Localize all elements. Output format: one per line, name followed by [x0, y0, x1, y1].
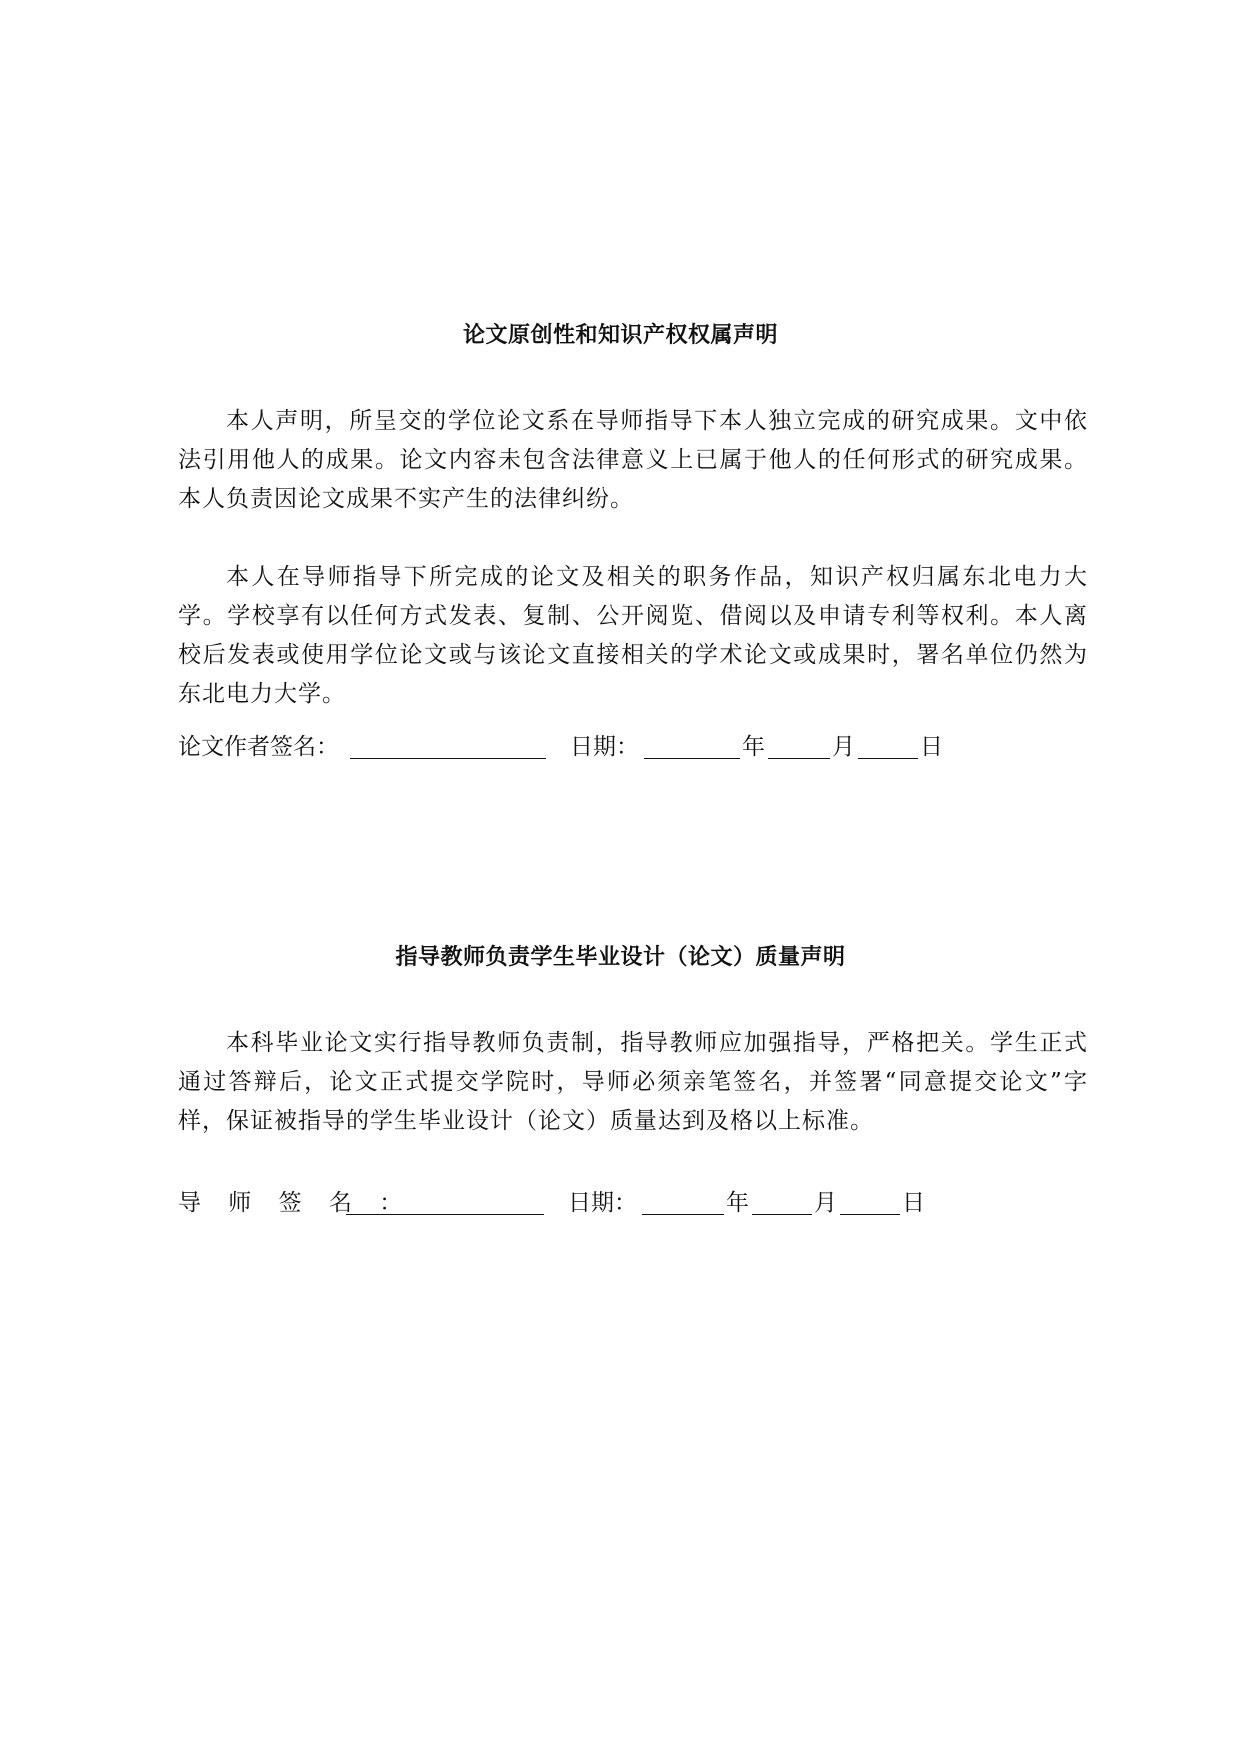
author-year-line[interactable]	[644, 758, 740, 759]
author-day-label: 日	[920, 734, 943, 760]
author-date-label: 日期：	[570, 734, 639, 760]
advisor-paragraph-1: 本科毕业论文实行指导教师负责制，指导教师应加强指导，严格把关。学生正式通过答辩后，论文正式提交学院时，导师必须亲笔签名，并签署“同意提交论文”字样，保证被指导的学生毕业设计（论文）质量达到及格以上标准。	[178, 1030, 1088, 1134]
author-day-line[interactable]	[858, 758, 918, 759]
advisor-signature-row	[178, 1186, 958, 1220]
advisor-year-label: 年	[726, 1190, 749, 1216]
advisor-declaration-title: 指导教师负责学生毕业设计（论文）质量声明	[395, 945, 846, 970]
advisor-day-line[interactable]	[840, 1214, 900, 1215]
author-month-label: 月	[832, 734, 855, 760]
author-month-line[interactable]	[768, 758, 830, 759]
originality-paragraph-1: 本人声明，所呈交的学位论文系在导师指导下本人独立完成的研究成果。文中依法引用他人的成果。论文内容未包含法律意义上已属于他人的任何形式的研究成果。本人负责因论文成果不实产生的法律纠纷。	[178, 408, 1088, 512]
advisor-signature-label: 导 师 签 名 ：	[178, 1190, 413, 1216]
author-signature-label: 论文作者签名：	[178, 734, 339, 760]
author-signature-line[interactable]	[350, 758, 546, 759]
advisor-date-label: 日期：	[568, 1190, 637, 1216]
advisor-signature-line[interactable]	[346, 1214, 544, 1215]
advisor-month-line[interactable]	[752, 1214, 812, 1215]
originality-paragraph-2: 本人在导师指导下所完成的论文及相关的职务作品，知识产权归属东北电力大学。学校享有以任何方式发表、复制、公开阅览、借阅以及申请专利等权利。本人离校后发表或使用学位论文或与该论文直接相关的学术论文或成果时，署名单位仍然为东北电力大学。	[178, 564, 1088, 707]
advisor-month-label: 月	[814, 1190, 837, 1216]
advisor-day-label: 日	[902, 1190, 925, 1216]
author-signature-row	[178, 730, 958, 764]
advisor-year-line[interactable]	[642, 1214, 724, 1215]
author-year-label: 年	[742, 734, 765, 760]
originality-declaration-title: 论文原创性和知识产权权属声明	[462, 323, 778, 348]
